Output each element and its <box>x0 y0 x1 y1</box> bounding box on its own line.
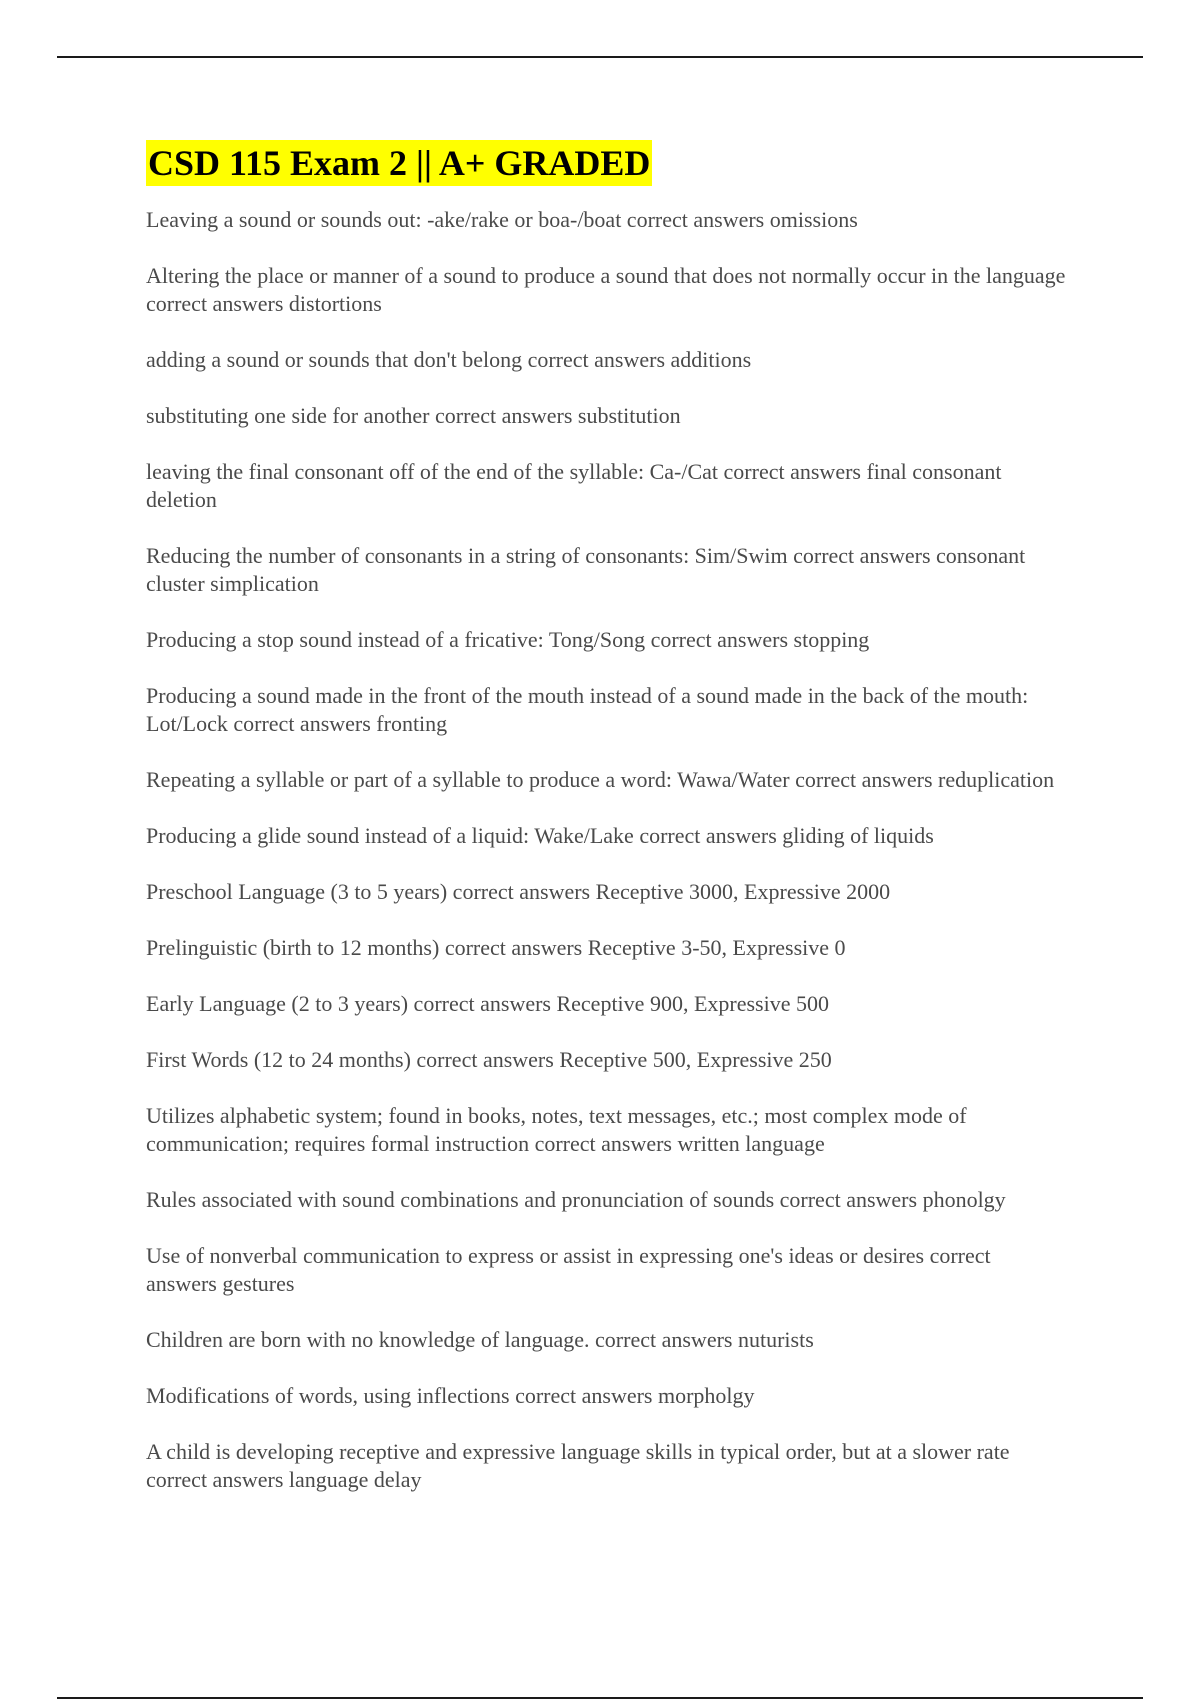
qa-item: Children are born with no knowledge of language. correct answers nuturists <box>146 1327 814 1352</box>
qa-item: Producing a glide sound instead of a liquid: Wake/Lake correct answers gliding of liquids <box>146 823 934 848</box>
qa-item: A child is developing receptive and expressive language skills in typical order, but at a slower rate correct answers language delay <box>146 1439 1010 1492</box>
qa-item: Repeating a syllable or part of a syllable to produce a word: Wawa/Water correct answers reduplication <box>146 767 1055 792</box>
qa-item: Reducing the number of consonants in a string of consonants: Sim/Swim correct answers consonant cluster simplication <box>146 543 1026 596</box>
qa-item: Prelinguistic (birth to 12 months) correct answers Receptive 3-50, Expressive 0 <box>146 935 846 960</box>
bottom-rule <box>57 1697 1143 1699</box>
qa-item: Preschool Language (3 to 5 years) correct answers Receptive 3000, Expressive 2000 <box>146 879 891 904</box>
top-rule <box>57 56 1143 58</box>
qa-item: First Words (12 to 24 months) correct answers Receptive 500, Expressive 250 <box>146 1047 832 1072</box>
qa-item: leaving the final consonant off of the end of the syllable: Ca-/Cat correct answers final consonant deletion <box>146 459 1002 512</box>
document-title: CSD 115 Exam 2 || A+ GRADED <box>146 140 652 186</box>
qa-item: Modifications of words, using inflections correct answers morpholgy <box>146 1383 755 1408</box>
qa-item: Use of nonverbal communication to express or assist in expressing one's ideas or desires correct answers gestures <box>146 1243 991 1296</box>
qa-list <box>146 206 1066 1494</box>
qa-item: adding a sound or sounds that don't belong correct answers additions <box>146 347 752 372</box>
qa-item: Rules associated with sound combinations and pronunciation of sounds correct answers phonolgy <box>146 1187 1006 1212</box>
qa-item: Producing a stop sound instead of a fricative: Tong/Song correct answers stopping <box>146 627 870 652</box>
qa-item: Altering the place or manner of a sound to produce a sound that does not normally occur in the language correct answers distortions <box>146 263 1066 316</box>
qa-item: Early Language (2 to 3 years) correct answers Receptive 900, Expressive 500 <box>146 991 829 1016</box>
qa-item: Producing a sound made in the front of the mouth instead of a sound made in the back of the mouth: Lot/Lock correct answers fronting <box>146 683 1029 736</box>
qa-item: substituting one side for another correct answers substitution <box>146 403 681 428</box>
qa-item: Utilizes alphabetic system; found in books, notes, text messages, etc.; most complex mode of communication; requires formal instruction correct answers written language <box>146 1103 967 1156</box>
document-body <box>146 140 1066 1522</box>
qa-item: Leaving a sound or sounds out: -ake/rake or boa-/boat correct answers omissions <box>146 207 858 232</box>
